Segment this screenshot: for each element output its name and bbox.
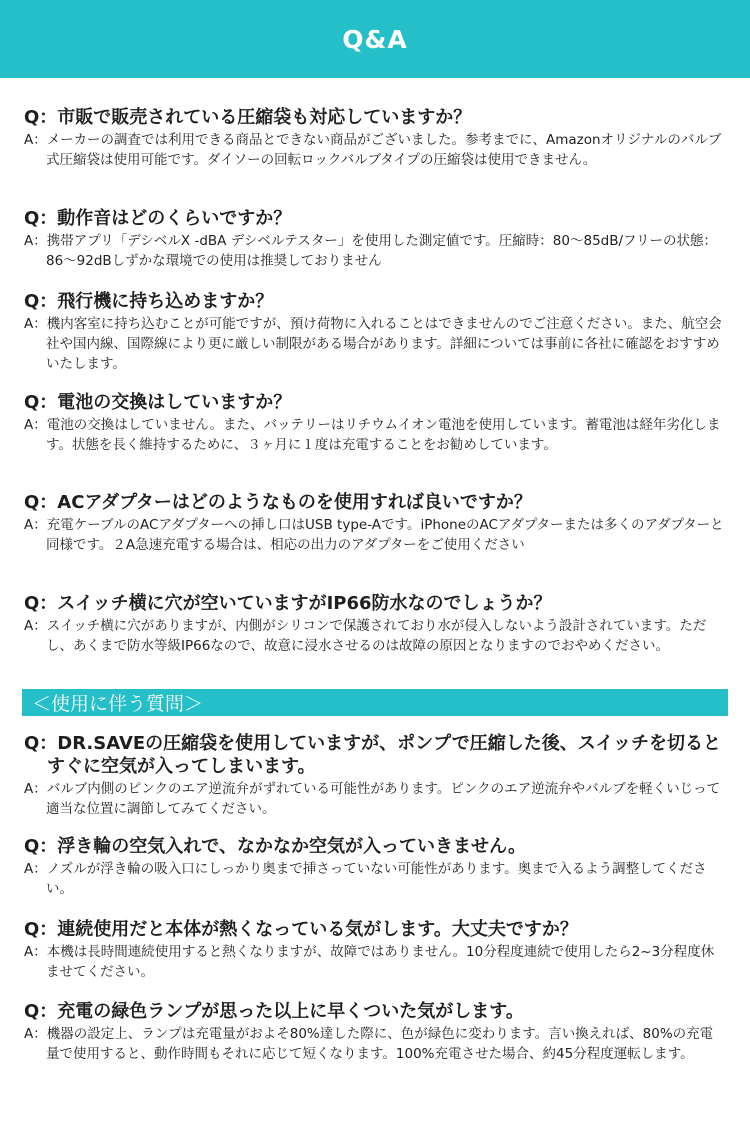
faq-item xyxy=(24,106,726,170)
answer-text: A：携帯アプリ「デシベルX -dBA デシベルテスター」を使用した測定値です。圧縮時：80〜85dB/フリーの状態：86〜92dBしずかな環境での使用は推奨しておりません xyxy=(24,233,717,269)
question-text: Q：電池の交換はしていますか？ xyxy=(24,392,292,413)
answer-text: A：メーカーの調査では利用できる商品とできない商品がございました。参考までに、Amazonオリジナルのバルブ式圧縮袋は使用可能です。ダイソーの回転ロックバルブタイプの圧縮袋は使用できません。 xyxy=(24,132,722,168)
section-title: ＜使用に伴う質問＞ xyxy=(32,693,204,715)
page-title: Q&A xyxy=(342,24,408,54)
faq-item xyxy=(24,207,726,271)
answer-text: A：本機は長時間連続使用すると熱くなりますが、故障ではありません。10分程度連続で使用したら2~3分程度休ませてください。 xyxy=(24,944,715,980)
faq-item xyxy=(24,835,726,899)
question-text: Q：飛行機に持ち込めますか？ xyxy=(24,291,274,312)
faq-item xyxy=(24,1000,726,1064)
question-text: Q：スイッチ横に穴が空いていますがIP66防水なのでしょうか？ xyxy=(24,593,552,614)
question-text: Q：動作音はどのくらいですか？ xyxy=(24,208,292,229)
section-header xyxy=(22,689,728,716)
faq-item xyxy=(24,290,726,374)
question-text: Q：充電の緑色ランプが思った以上に早くついた気がします。 xyxy=(24,1001,524,1022)
answer-text: A：機器の設定上、ランプは充電量がおよそ80%達した際に、色が緑色に変わります。言い換えれば、80%の充電量で使用すると、動作時間もそれに応じて短くなります。100%充電させた場合、約45分程度運転します。 xyxy=(24,1026,714,1062)
answer-text: A：スイッチ横に穴がありますが、内側がシリコンで保護されており水が侵入しないよう設計されています。ただし、あくまで防水等級IP66なので、故意に浸水させるのは故障の原因となりますのでおやめください。 xyxy=(24,618,707,654)
answer-text: A：電池の交換はしていません。また、バッテリーはリチウムイオン電池を使用しています。蓄電池は経年劣化します。状態を長く維持するために、３ヶ月に１度は充電することをお勧めしています。 xyxy=(24,417,721,453)
answer-text: A：バルブ内側のピンクのエア逆流弁がずれている可能性があります。ピンクのエア逆流弁やバルブを軽くいじって適当な位置に調節してみてください。 xyxy=(24,781,721,817)
question-text: Q：連続使用だと本体が熱くなっている気がします。大丈夫ですか？ xyxy=(24,919,578,940)
page-header xyxy=(0,0,750,78)
faq-item xyxy=(24,391,726,455)
question-text: Q：DR.SAVEの圧縮袋を使用していますが、ポンプで圧縮した後、スイッチを切るとすぐに空気が入ってしまいます。 xyxy=(24,733,721,777)
faq-item xyxy=(24,918,726,982)
question-text: Q：ACアダプターはどのようなものを使用すれば良いですか？ xyxy=(24,492,532,513)
faq-item xyxy=(24,592,726,656)
faq-item xyxy=(24,732,726,819)
answer-text: A：ノズルが浮き輪の吸入口にしっかり奥まで挿さっていない可能性があります。奥まで入るよう調整してください。 xyxy=(24,861,707,897)
question-text: Q：市販で販売されている圧縮袋も対応していますか？ xyxy=(24,107,472,128)
question-text: Q：浮き輪の空気入れで、なかなか空気が入っていきません。 xyxy=(24,836,527,857)
answer-text: A：機内客室に持ち込むことが可能ですが、預け荷物に入れることはできませんのでご注意ください。また、航空会社や国内線、国際線により更に厳しい制限がある場合があります。詳細については事前に各社に確認をおすすめいたします。 xyxy=(24,316,722,372)
faq-item xyxy=(24,491,726,555)
answer-text: A：充電ケーブルのACアダプターへの挿し口はUSB type-Aです。iPhoneのACアダプターまたは多くのアダプターと同様です。２A急速充電する場合は、相応の出力のアダプターをご使用ください xyxy=(24,517,724,553)
